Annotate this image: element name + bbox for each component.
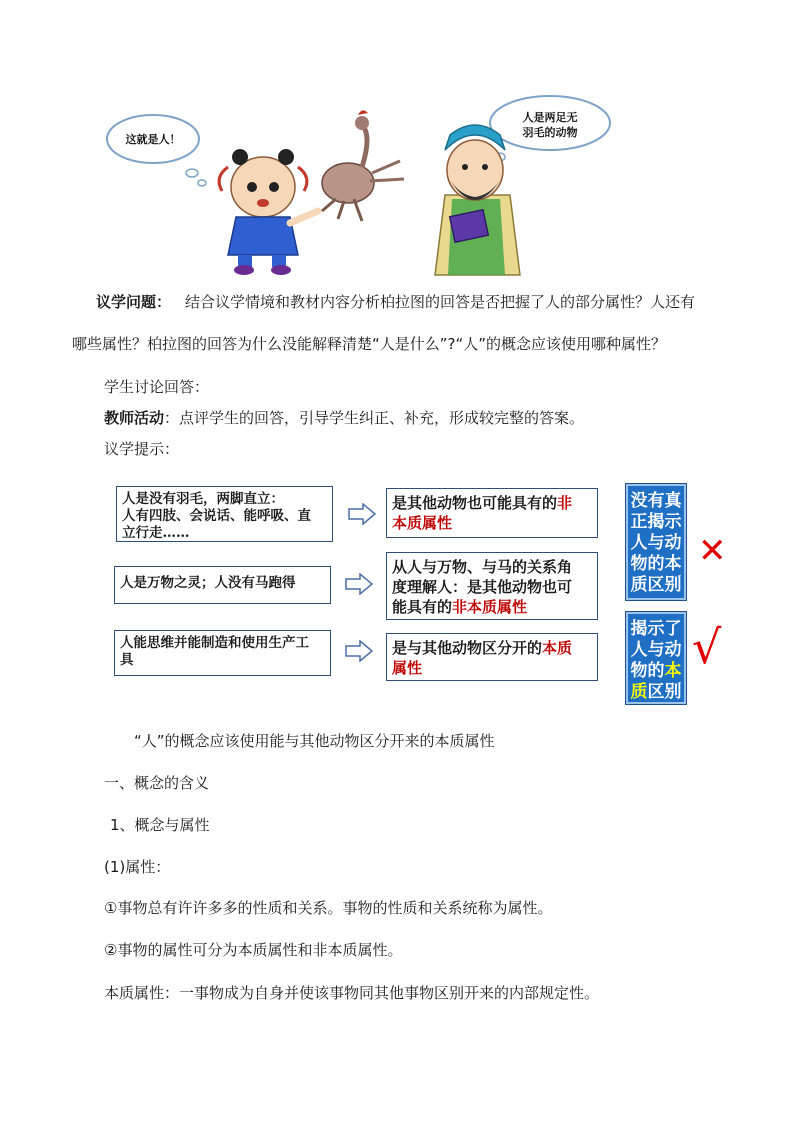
cartoon-scene <box>100 95 630 280</box>
check-mark-icon: √ <box>692 620 722 674</box>
conclusion: “人”的概念应该使用能与其他动物区分开来的本质属性 <box>134 732 495 750</box>
left-box-2-line1: 人是万物之灵；人没有马跑得 <box>120 575 296 591</box>
arrow-right-icon <box>345 573 373 595</box>
right-bubble-text-line2: 羽毛的动物 <box>522 126 578 139</box>
right-box-1-text: 是其他动物也可能具有的 <box>392 494 558 512</box>
child-figure <box>219 149 318 275</box>
blue-top-line1: 没有真 <box>630 491 682 511</box>
subsection-heading: 1、概念与属性 <box>110 816 210 834</box>
right-box-2-red: 非本质属性 <box>452 598 528 616</box>
blue-bottom-line4: 区别 <box>647 682 682 702</box>
hint-label: 议学提示： <box>104 440 180 458</box>
blue-top-line3: 人与动 <box>630 533 682 553</box>
right-box-1-red-line2: 本质属性 <box>392 514 453 532</box>
right-box-3-red: 本质 <box>542 639 573 657</box>
arrow-right-icon <box>345 640 373 662</box>
item-heading: (1)属性： <box>104 858 171 876</box>
blue-top-line5: 质区别 <box>630 575 682 595</box>
right-box-3-text: 是与其他动物区分开的 <box>392 639 543 657</box>
blue-top-line4: 物的本 <box>630 554 682 574</box>
question-line2: 哪些属性？柏拉图的回答为什么没能解释清楚“人是什么”?“人”的概念应该使用哪种属性？ <box>72 335 667 353</box>
right-box-3-red-line2: 属性 <box>392 659 423 677</box>
blue-box-revealed <box>626 612 686 704</box>
illustration <box>100 95 630 280</box>
blue-bottom-highlight1: 本 <box>664 661 682 681</box>
wrong-mark-icon: ✕ <box>698 531 727 571</box>
left-box-1-line2: 人有四肢、会说话、能呼吸、直 <box>122 508 311 524</box>
definition: 本质属性：一事物成为自身并使该事物同其他事物区别开来的内部规定性。 <box>104 984 600 1002</box>
right-box-2 <box>386 552 598 620</box>
left-box-3-line1: 人能思维并能制造和使用生产工 <box>120 635 309 651</box>
right-box-2-line3: 能具有的 <box>392 598 453 616</box>
question-label: 议学问题： <box>96 293 172 311</box>
blue-box-not-revealed <box>626 484 686 600</box>
left-box-3 <box>114 630 331 676</box>
blue-bottom-line3: 物的 <box>630 661 665 681</box>
question-text-1: 结合议学情境和教材内容分析柏拉图的回答是否把握了人的部分属性？人还有 <box>185 293 696 311</box>
left-thought-bubble <box>107 115 206 186</box>
blue-top-line2: 正揭示 <box>630 512 682 532</box>
left-bubble-text: 这就是人！ <box>125 133 181 146</box>
arrow-right-icon <box>348 503 376 525</box>
right-box-1 <box>386 488 598 538</box>
teacher-label: 教师活动 <box>104 409 165 427</box>
left-box-3-line2: 具 <box>120 652 134 668</box>
section-heading: 一、概念的含义 <box>104 774 210 792</box>
left-box-1 <box>116 486 333 542</box>
teacher-activity <box>104 408 584 428</box>
blue-bottom-highlight2: 质 <box>630 682 648 702</box>
right-box-3 <box>386 633 598 681</box>
point-2: ②事物的属性可分为本质属性和非本质属性。 <box>104 941 403 959</box>
blue-bottom-line1: 揭示了 <box>630 619 682 639</box>
point-1: ①事物总有许许多多的性质和关系。事物的性质和关系统称为属性。 <box>104 899 553 917</box>
plucked-chicken <box>322 110 404 221</box>
right-box-1-red: 非 <box>557 494 573 512</box>
blue-bottom-line2: 人与动 <box>630 640 682 660</box>
right-box-2-line1: 从人与万物、与马的关系角 <box>392 558 573 576</box>
left-box-1-line1: 人是没有羽毛，两脚直立： <box>122 491 284 507</box>
question-line1 <box>96 292 695 312</box>
left-box-1-line3: 立行走…… <box>122 525 190 541</box>
teacher-text: ：点评学生的回答，引导学生纠正、补充，形成较完整的答案。 <box>164 409 585 427</box>
discussion-label: 学生讨论回答： <box>104 378 210 396</box>
right-box-2-line2: 度理解人：是其他动物也可 <box>392 578 573 596</box>
scholar-figure <box>435 125 520 275</box>
right-bubble-text-line1: 人是两足无 <box>522 111 578 124</box>
left-box-2 <box>114 566 331 604</box>
